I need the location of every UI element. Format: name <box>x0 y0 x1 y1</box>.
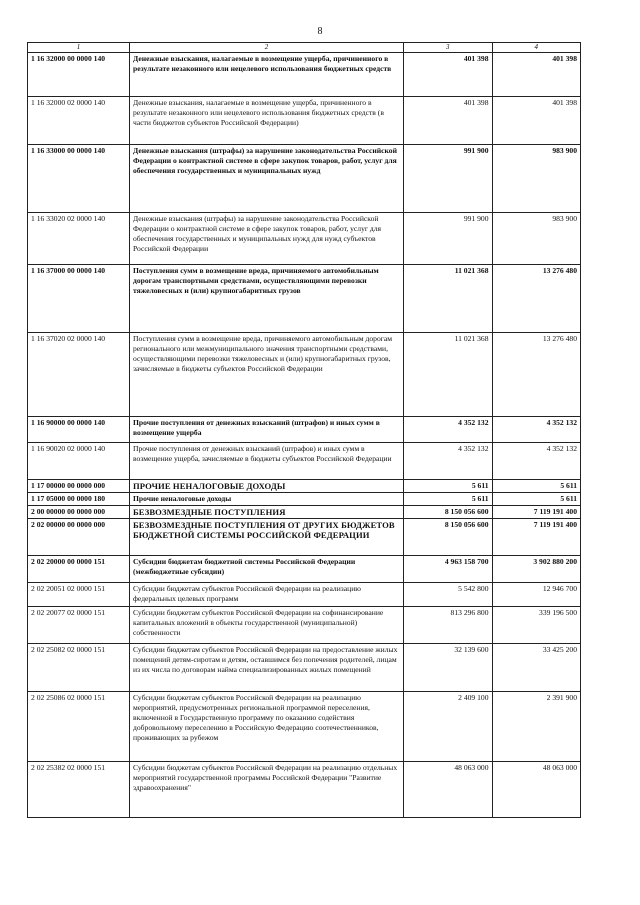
table-row <box>28 506 581 519</box>
description-cell: Субсидии бюджетам субъектов Российской Федерации на реализацию федеральных целевых программ <box>130 583 404 607</box>
budget-code-cell: 2 02 20077 02 0000 151 <box>28 607 130 644</box>
amount-year1-cell: 8 150 056 600 <box>404 519 493 556</box>
column-header-2: 2 <box>130 43 404 53</box>
budget-code-cell: 1 16 90020 02 0000 140 <box>28 443 130 480</box>
amount-year1-cell: 8 150 056 600 <box>404 506 493 519</box>
amount-year2-cell: 339 196 500 <box>492 607 581 644</box>
amount-year1-cell: 2 409 100 <box>404 692 493 762</box>
table-row <box>28 145 581 213</box>
budget-code-cell: 1 16 37000 00 0000 140 <box>28 265 130 333</box>
table-row <box>28 762 581 818</box>
amount-year2-cell: 13 276 480 <box>492 333 581 417</box>
table-row <box>28 97 581 145</box>
budget-code-cell: 1 16 33000 00 0000 140 <box>28 145 130 213</box>
amount-year2-cell: 5 611 <box>492 480 581 493</box>
table-row <box>28 519 581 556</box>
table-row <box>28 53 581 97</box>
amount-year1-cell: 401 398 <box>404 53 493 97</box>
amount-year1-cell: 5 611 <box>404 493 493 506</box>
amount-year2-cell: 983 900 <box>492 213 581 265</box>
table-row <box>28 480 581 493</box>
amount-year1-cell: 4 352 132 <box>404 443 493 480</box>
description-cell: Субсидии бюджетам субъектов Российской Федерации на реализацию мероприятий, предусмотренных региональной программой переселения, включенной в Государственную программу по оказанию содействия добровольному переселению в Российскую Федерацию соотечественников, проживающих за рубежом <box>130 692 404 762</box>
description-cell: Прочие неналоговые доходы <box>130 493 404 506</box>
amount-year1-cell: 11 021 368 <box>404 333 493 417</box>
amount-year2-cell: 12 946 700 <box>492 583 581 607</box>
table-row <box>28 443 581 480</box>
budget-code-cell: 1 17 00000 00 0000 000 <box>28 480 130 493</box>
description-cell: Денежные взыскания (штрафы) за нарушение законодательства Российской Федерации о контрактной системе в сфере закупок товаров, работ, услуг для обеспечения государственных и муниципальных нужд <box>130 145 404 213</box>
description-cell: Субсидии бюджетам субъектов Российской Федерации на софинансирование капитальных вложений в объекты государственной (муниципальной) собственности <box>130 607 404 644</box>
amount-year1-cell: 5 542 800 <box>404 583 493 607</box>
description-cell: Субсидии бюджетам бюджетной системы Российской Федерации (межбюджетные субсидии) <box>130 556 404 583</box>
amount-year2-cell: 983 900 <box>492 145 581 213</box>
description-cell: ПРОЧИЕ НЕНАЛОГОВЫЕ ДОХОДЫ <box>130 480 404 493</box>
amount-year2-cell: 4 352 132 <box>492 443 581 480</box>
amount-year2-cell: 7 119 191 400 <box>492 519 581 556</box>
table-row <box>28 556 581 583</box>
description-cell: Прочие поступления от денежных взысканий (штрафов) и иных сумм в возмещение ущерба, зачисляемые в бюджеты субъектов Российской Федерации <box>130 443 404 480</box>
table-row <box>28 692 581 762</box>
amount-year2-cell: 401 398 <box>492 97 581 145</box>
table-row <box>28 333 581 417</box>
description-cell: Денежные взыскания, налагаемые в возмещение ущерба, причиненного в результате незаконного или нецелевого использования бюджетных средств (в части бюджетов субъектов Российской Федерации) <box>130 97 404 145</box>
budget-code-cell: 2 02 25082 02 0000 151 <box>28 644 130 692</box>
amount-year2-cell: 2 391 900 <box>492 692 581 762</box>
amount-year1-cell: 11 021 368 <box>404 265 493 333</box>
budget-code-cell: 1 16 33020 02 0000 140 <box>28 213 130 265</box>
amount-year1-cell: 48 063 000 <box>404 762 493 818</box>
page-number: 8 <box>317 26 323 37</box>
column-number-row <box>28 43 581 53</box>
budget-code-cell: 1 16 32000 02 0000 140 <box>28 97 130 145</box>
budget-code-cell: 2 02 25086 02 0000 151 <box>28 692 130 762</box>
description-cell: Поступления сумм в возмещение вреда, причиняемого автомобильным дорогам регионального или межмуниципального значения транспортными средствами, осуществляющими перевозки тяжеловесных и (или) крупногабаритных грузов, зачисляемые в бюджеты субъектов Российской Федерации <box>130 333 404 417</box>
budget-code-cell: 1 16 90000 00 0000 140 <box>28 417 130 443</box>
description-cell: БЕЗВОЗМЕЗДНЫЕ ПОСТУПЛЕНИЯ ОТ ДРУГИХ БЮДЖЕТОВ БЮДЖЕТНОЙ СИСТЕМЫ РОССИЙСКОЙ ФЕДЕРАЦИИ <box>130 519 404 556</box>
column-header-4: 4 <box>492 43 581 53</box>
table-row <box>28 213 581 265</box>
amount-year1-cell: 401 398 <box>404 97 493 145</box>
table-row <box>28 644 581 692</box>
amount-year2-cell: 3 902 880 200 <box>492 556 581 583</box>
budget-code-cell: 2 02 25382 02 0000 151 <box>28 762 130 818</box>
budget-code-cell: 1 16 32000 00 0000 140 <box>28 53 130 97</box>
budget-code-cell: 2 02 20051 02 0000 151 <box>28 583 130 607</box>
amount-year1-cell: 991 900 <box>404 145 493 213</box>
description-cell: Прочие поступления от денежных взысканий (штрафов) и иных сумм в возмещение ущерба <box>130 417 404 443</box>
revenue-table <box>27 42 581 818</box>
budget-code-cell: 2 00 00000 00 0000 000 <box>28 506 130 519</box>
amount-year2-cell: 4 352 132 <box>492 417 581 443</box>
budget-code-cell: 2 02 20000 00 0000 151 <box>28 556 130 583</box>
budget-code-cell: 2 02 00000 00 0000 000 <box>28 519 130 556</box>
table-row <box>28 607 581 644</box>
description-cell: Субсидии бюджетам субъектов Российской Федерации на предоставление жилых помещений детям-сиротам и детям, оставшимся без попечения родителей, лицам из их числа по договорам найма специализированных жилых помещений <box>130 644 404 692</box>
budget-code-cell: 1 16 37020 02 0000 140 <box>28 333 130 417</box>
description-cell: Субсидии бюджетам субъектов Российской Федерации на реализацию отдельных мероприятий государственной программы Российской Федерации "Развитие здравоохранения" <box>130 762 404 818</box>
column-header-1: 1 <box>28 43 130 53</box>
table-row <box>28 493 581 506</box>
amount-year1-cell: 991 900 <box>404 213 493 265</box>
amount-year1-cell: 5 611 <box>404 480 493 493</box>
description-cell: Денежные взыскания (штрафы) за нарушение законодательства Российской Федерации о контрактной системе в сфере закупок товаров, работ, услуг для обеспечения государственных и муниципальных нужд для нужд субъектов Российской Федерации <box>130 213 404 265</box>
amount-year1-cell: 813 296 800 <box>404 607 493 644</box>
amount-year1-cell: 4 963 158 700 <box>404 556 493 583</box>
amount-year1-cell: 32 139 600 <box>404 644 493 692</box>
table-row <box>28 265 581 333</box>
amount-year1-cell: 4 352 132 <box>404 417 493 443</box>
table-row <box>28 583 581 607</box>
amount-year2-cell: 7 119 191 400 <box>492 506 581 519</box>
description-cell: Денежные взыскания, налагаемые в возмещение ущерба, причиненного в результате незаконного или нецелевого использования бюджетных средств <box>130 53 404 97</box>
amount-year2-cell: 33 425 200 <box>492 644 581 692</box>
amount-year2-cell: 5 611 <box>492 493 581 506</box>
description-cell: БЕЗВОЗМЕЗДНЫЕ ПОСТУПЛЕНИЯ <box>130 506 404 519</box>
amount-year2-cell: 48 063 000 <box>492 762 581 818</box>
budget-code-cell: 1 17 05000 00 0000 180 <box>28 493 130 506</box>
table-row <box>28 417 581 443</box>
amount-year2-cell: 13 276 480 <box>492 265 581 333</box>
amount-year2-cell: 401 398 <box>492 53 581 97</box>
column-header-3: 3 <box>404 43 493 53</box>
description-cell: Поступления сумм в возмещение вреда, причиняемого автомобильным дорогам транспортными средствами, осуществляющими перевозки тяжеловесных и (или) крупногабаритных грузов <box>130 265 404 333</box>
